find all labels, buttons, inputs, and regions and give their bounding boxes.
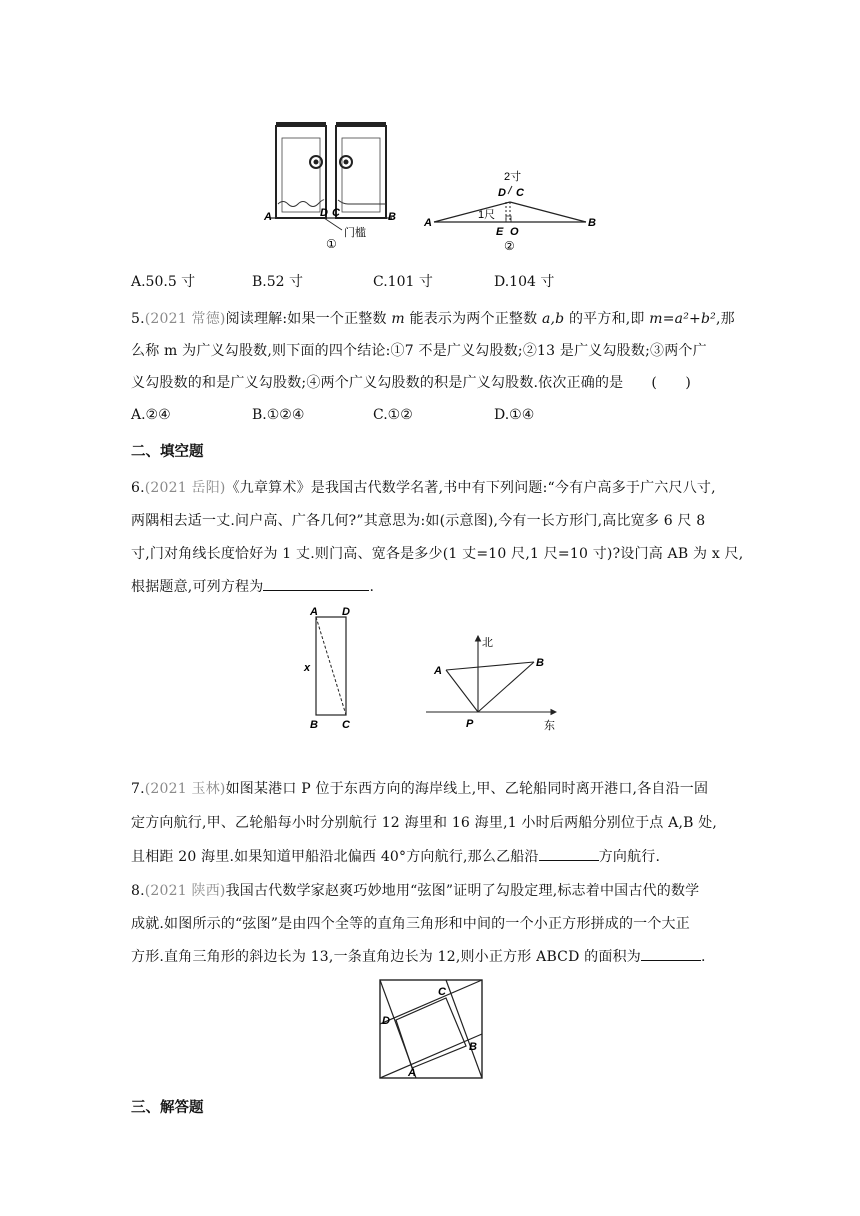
q6-line-1: 6.(2021 岳阳)《九章算术》是我国古代数学名著,书中有下列问题:“今有户高多于广六尺八寸, (131, 480, 716, 496)
q8-line-3: 方形.直角三角形的斜边长为 13,一条直角边长为 12,则小正方形 ABCD 的面积为 . (131, 946, 706, 966)
q4-door-figure (262, 118, 412, 248)
q6-label-A: A (310, 606, 318, 618)
q4-door-sill-label: 门槛 (344, 227, 366, 239)
q6-label-x: x (304, 662, 311, 674)
q8-number: 8. (131, 883, 145, 899)
q7-label-P: P (466, 718, 474, 730)
q4-fig1-number: ① (326, 237, 337, 248)
q7-label-A: A (434, 665, 442, 677)
q4-option-d: D.104 寸 (494, 274, 555, 290)
q6-line-3: 寸,门对角线长度恰好为 1 丈.则门高、宽各是多少(1 丈=10 尺,1 尺=10 寸)?设门高 AB 为 x 尺, (131, 546, 744, 562)
q4-fig2-label-1chi: 1尺 (478, 209, 496, 221)
q5-option-b: B.①②④ (252, 407, 305, 423)
q4-fig1-label-A: A (264, 211, 272, 223)
q4-fig2-label-D: D (498, 187, 506, 199)
q5-line-2: 么称 m 为广义勾股数,则下面的四个结论:①7 不是广义勾股数;②13 是广义勾股数;③两个广 (131, 343, 707, 359)
q5-option-c: C.①② (373, 407, 413, 423)
q4-fig2-label-B: B (588, 217, 596, 229)
q4-fig2-label-2cun: 2寸 (504, 171, 522, 183)
q5-option-a: A.②④ (131, 407, 171, 423)
q5-line-1: 5.(2021 常德)阅读理解:如果一个正整数 m 能表示为两个正整数 a,b 的平方和,即 m=a²+b²,那 (131, 311, 735, 327)
q6-number: 6. (131, 480, 145, 496)
q8-answer-blank[interactable] (641, 946, 701, 961)
q4-option-b: B.52 寸 (252, 274, 304, 290)
q4-fig2-label-E: E (496, 226, 504, 238)
q7-line-3: 且相距 20 海里.如果知道甲船沿北偏西 40°方向航行,那么乙船沿 方向航行. (131, 846, 660, 866)
q6-door-figure (300, 603, 360, 731)
q4-fig1-label-D: D (320, 207, 328, 219)
q4-fig1-label-B: B (388, 211, 396, 223)
q6-line-4: 根据题意,可列方程为 . (131, 576, 374, 596)
q7-label-B: B (536, 657, 544, 669)
q8-label-A: A (408, 1067, 416, 1079)
q7-label-north: 北 (482, 637, 493, 649)
section-heading-solve: 三、解答题 (131, 1100, 204, 1116)
q5-answer-paren: ( ) (651, 375, 692, 391)
q7-source: (2021 玉林) (144, 781, 226, 797)
q4-fig2-number: ② (504, 239, 515, 252)
q5-option-d: D.①④ (494, 407, 535, 423)
q4-fig2-label-A: A (424, 217, 432, 229)
q5-number: 5. (131, 311, 145, 327)
q8-line-1: 8.(2021 陕西)我国古代数学家赵爽巧妙地用“弦图”证明了勾股定理,标志着中国古代的数学 (131, 883, 700, 899)
q7-number: 7. (131, 781, 145, 797)
q7-answer-blank[interactable] (539, 846, 599, 861)
section-heading-fill-in: 二、填空题 (131, 444, 204, 460)
q7-line-1: 7.(2021 玉林)如图某港口 P 位于东西方向的海岸线上,甲、乙轮船同时离开港口,各自沿一固 (131, 781, 709, 797)
q4-triangle-figure (418, 168, 604, 252)
q8-source: (2021 陕西) (144, 883, 226, 899)
q7-compass-figure (420, 630, 570, 734)
q5-source: (2021 常德) (144, 311, 226, 327)
q5-line-3: 义勾股数的和是广义勾股数;④两个广义勾股数的积是广义勾股数.依次正确的是 ( ) (131, 375, 692, 391)
q8-label-B: B (469, 1041, 477, 1053)
q7-label-east: 东 (544, 720, 555, 732)
q5-formula: m=a²+b² (649, 311, 716, 327)
q4-fig2-label-O: O (510, 226, 519, 238)
q8-label-D: D (382, 1015, 390, 1027)
q6-label-D: D (342, 606, 350, 618)
q6-label-C: C (342, 719, 350, 731)
q6-source: (2021 岳阳) (144, 480, 226, 496)
q6-label-B: B (310, 719, 318, 731)
q8-label-C: C (438, 986, 446, 998)
q8-line-2: 成就.如图所示的“弦图”是由四个全等的直角三角形和中间的一个小正方形拼成的一个大正 (131, 916, 690, 932)
q7-line-2: 定方向航行,甲、乙轮船每小时分别航行 12 海里和 16 海里,1 小时后两船分别位于点 A,B 处, (131, 815, 718, 831)
q4-fig1-label-C: C (332, 207, 340, 219)
q4-option-c: C.101 寸 (373, 274, 433, 290)
q4-option-a: A.50.5 寸 (131, 274, 196, 290)
q4-fig2-label-C: C (516, 187, 524, 199)
q6-line-2: 两隅相去适一丈.问户高、广各几何?”其意思为:如(示意图),今有一长方形门,高比宽多 6 尺 8 (131, 513, 706, 529)
q6-answer-blank[interactable] (263, 576, 369, 591)
q8-xiantu-figure (376, 976, 486, 1082)
